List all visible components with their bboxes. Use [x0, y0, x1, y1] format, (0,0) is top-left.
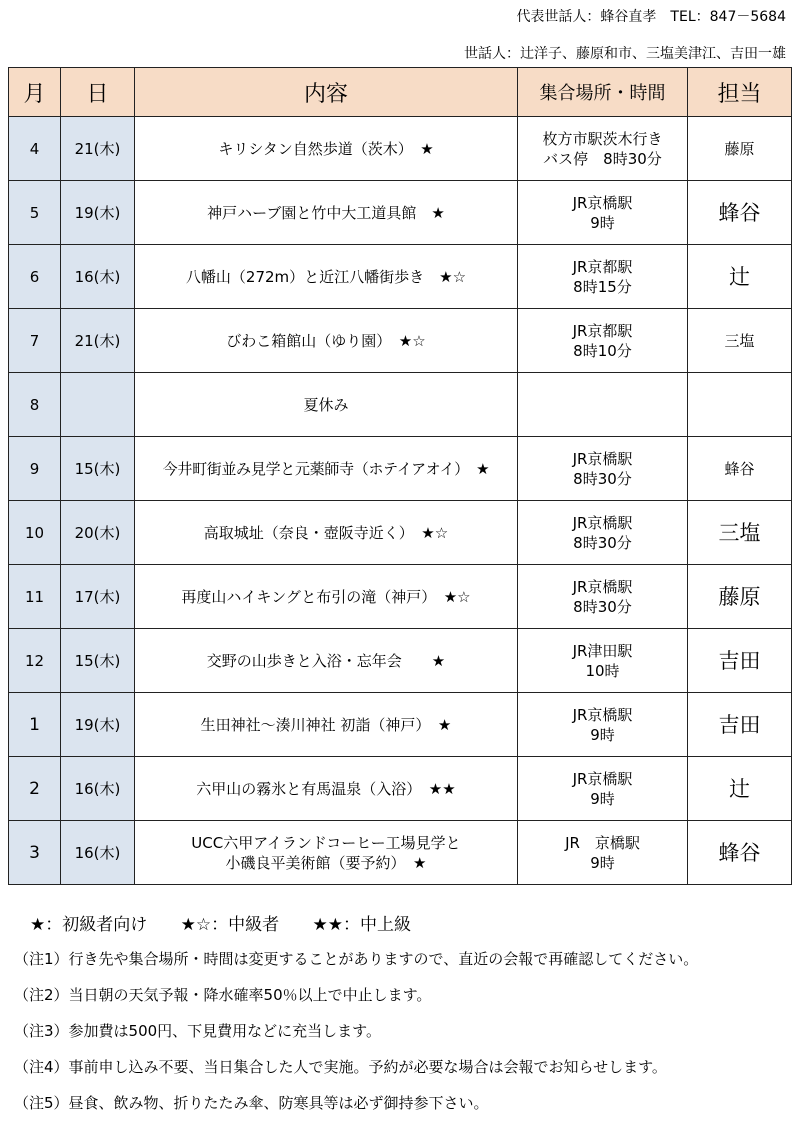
meeting-cell — [518, 821, 688, 885]
legend-intermediate: ★☆：中級者 — [180, 915, 280, 935]
meeting-cell — [518, 373, 688, 437]
day-cell: 19(木) — [61, 693, 135, 757]
meeting-cell — [518, 117, 688, 181]
month-header: 月 — [9, 68, 61, 117]
content-line: 生田神社～湊川神社 初詣（神戸） ★ — [200, 715, 452, 734]
meeting-line: 8時30分 — [573, 469, 632, 488]
meeting-cell — [518, 629, 688, 693]
content-cell — [135, 821, 518, 885]
day-cell: 20(木) — [61, 501, 135, 565]
meeting-line: 8時30分 — [573, 533, 632, 552]
staff-header: 担当 — [688, 68, 792, 117]
meeting-line: JR京都駅 — [572, 321, 633, 340]
day-cell: 16(木) — [61, 821, 135, 885]
meeting-line: 8時30分 — [573, 597, 632, 616]
table-row — [9, 117, 792, 181]
content-cell — [135, 693, 518, 757]
content-line: 交野の山歩きと入浴・忘年会 ★ — [206, 651, 446, 670]
meeting-cell — [518, 565, 688, 629]
meeting-line: JR京橋駅 — [572, 577, 633, 596]
meeting-line: 9時 — [590, 213, 615, 232]
note-item: （注4）事前申し込み不要、当日集合した人で実施。予約が必要な場合は会報でお知らせします。 — [14, 1058, 667, 1076]
meeting-line: 8時10分 — [573, 341, 632, 360]
day-cell: 16(木) — [61, 757, 135, 821]
content-line: 神戸ハーブ園と竹中大工道具館 ★ — [207, 203, 445, 222]
meeting-cell — [518, 245, 688, 309]
meeting-line: JR京都駅 — [572, 257, 633, 276]
content-line: びわこ箱館山（ゆり園） ★☆ — [226, 331, 426, 350]
month-cell: 9 — [9, 437, 61, 501]
staff-cell: 三塩 — [688, 501, 792, 565]
meeting-line: 9時 — [590, 789, 615, 808]
content-line: 今井町街並み見学と元薬師寺（ホテイアオイ） ★ — [162, 459, 490, 478]
meeting-line: JR京橋駅 — [572, 705, 633, 724]
meeting-line: JR京橋駅 — [572, 449, 633, 468]
month-cell: 2 — [9, 757, 61, 821]
day-cell: 15(木) — [61, 437, 135, 501]
table-row — [9, 309, 792, 373]
staff-cell: 三塩 — [688, 309, 792, 373]
table-row — [9, 693, 792, 757]
content-cell — [135, 117, 518, 181]
meeting-cell — [518, 693, 688, 757]
staff-cell: 蜂谷 — [688, 181, 792, 245]
month-cell: 4 — [9, 117, 61, 181]
content-cell — [135, 757, 518, 821]
meeting-cell — [518, 757, 688, 821]
month-cell: 7 — [9, 309, 61, 373]
legend-beginner: ★：初級者向け — [30, 915, 148, 935]
staff-cell: 蜂谷 — [688, 437, 792, 501]
day-cell: 17(木) — [61, 565, 135, 629]
notes-list — [14, 948, 698, 1128]
content-cell — [135, 309, 518, 373]
day-cell — [61, 373, 135, 437]
meeting-line: JR津田駅 — [572, 641, 633, 660]
meeting-cell — [518, 501, 688, 565]
month-cell: 6 — [9, 245, 61, 309]
day-cell: 19(木) — [61, 181, 135, 245]
content-cell — [135, 565, 518, 629]
staff-cell: 藤原 — [688, 117, 792, 181]
staff-cell: 吉田 — [688, 693, 792, 757]
content-line: UCC六甲アイランドコーヒー工場見学と — [191, 833, 461, 852]
table-row — [9, 373, 792, 437]
staff-cell: 蜂谷 — [688, 821, 792, 885]
content-cell — [135, 373, 518, 437]
month-cell: 10 — [9, 501, 61, 565]
meeting-cell — [518, 181, 688, 245]
meeting-line: 枚方市駅茨木行き — [542, 129, 663, 148]
meeting-line: 9時 — [590, 725, 615, 744]
content-cell — [135, 501, 518, 565]
meeting-line: JR 京橋駅 — [565, 833, 640, 852]
month-cell: 8 — [9, 373, 61, 437]
meeting-line: JR京橋駅 — [572, 769, 633, 788]
content-line: 六甲山の霧氷と有馬温泉（入浴） ★★ — [196, 779, 456, 798]
staff-cell: 藤原 — [688, 565, 792, 629]
table-row — [9, 501, 792, 565]
content-cell — [135, 437, 518, 501]
table-header-row — [9, 68, 792, 117]
meeting-line: 10時 — [585, 661, 620, 680]
content-line: 八幡山（272m）と近江八幡街歩き ★☆ — [185, 267, 467, 286]
staff-cell: 辻 — [688, 757, 792, 821]
content-line: キリシタン自然歩道（茨木） ★ — [218, 139, 434, 158]
meeting-line: JR京橋駅 — [572, 513, 633, 532]
content-cell — [135, 181, 518, 245]
table-row — [9, 757, 792, 821]
content-line: 小磯良平美術館（要予約） ★ — [225, 853, 427, 872]
table-row — [9, 629, 792, 693]
note-item: （注3）参加費は500円、下見費用などに充当します。 — [14, 1022, 381, 1040]
day-header: 日 — [61, 68, 135, 117]
day-cell: 21(木) — [61, 309, 135, 373]
content-header: 内容 — [135, 68, 518, 117]
table-row — [9, 821, 792, 885]
representative-contact: 代表世話人：蜂谷直孝 TEL：847－5684 — [516, 9, 786, 25]
day-cell: 21(木) — [61, 117, 135, 181]
table-row — [9, 565, 792, 629]
meeting-cell — [518, 309, 688, 373]
schedule-table — [8, 67, 792, 885]
content-line: 夏休み — [303, 395, 349, 414]
month-cell: 11 — [9, 565, 61, 629]
table-row — [9, 181, 792, 245]
meeting-line: JR京橋駅 — [572, 193, 633, 212]
meeting-line: 9時 — [590, 853, 615, 872]
legend-advanced: ★★：中上級 — [312, 915, 412, 935]
note-item: （注1）行き先や集合場所・時間は変更することがありますので、直近の会報で再確認してください。 — [14, 950, 699, 968]
month-cell: 12 — [9, 629, 61, 693]
content-cell — [135, 245, 518, 309]
staff-cell: 辻 — [688, 245, 792, 309]
content-line: 高取城址（奈良・壺阪寺近く） ★☆ — [203, 523, 449, 542]
content-line: 再度山ハイキングと布引の滝（神戸） ★☆ — [181, 587, 471, 606]
note-item: （注5）昼食、飲み物、折りたたみ傘、防寒具等は必ず御持参下さい。 — [14, 1094, 489, 1112]
day-cell: 16(木) — [61, 245, 135, 309]
meeting-header: 集合場所・時間 — [518, 68, 688, 117]
meeting-cell — [518, 437, 688, 501]
meeting-line: 8時15分 — [573, 277, 632, 296]
content-cell — [135, 629, 518, 693]
day-cell: 15(木) — [61, 629, 135, 693]
helpers-list: 世話人：辻洋子、藤原和市、三塩美津江、吉田一雄 — [464, 46, 786, 62]
staff-cell: 吉田 — [688, 629, 792, 693]
month-cell: 1 — [9, 693, 61, 757]
meeting-line: バス停 8時30分 — [543, 149, 662, 168]
month-cell: 5 — [9, 181, 61, 245]
table-row — [9, 245, 792, 309]
difficulty-legend — [30, 910, 439, 935]
staff-cell — [688, 373, 792, 437]
note-item: （注2）当日朝の天気予報・降水確率50％以上で中止します。 — [14, 986, 432, 1004]
table-row — [9, 437, 792, 501]
month-cell: 3 — [9, 821, 61, 885]
